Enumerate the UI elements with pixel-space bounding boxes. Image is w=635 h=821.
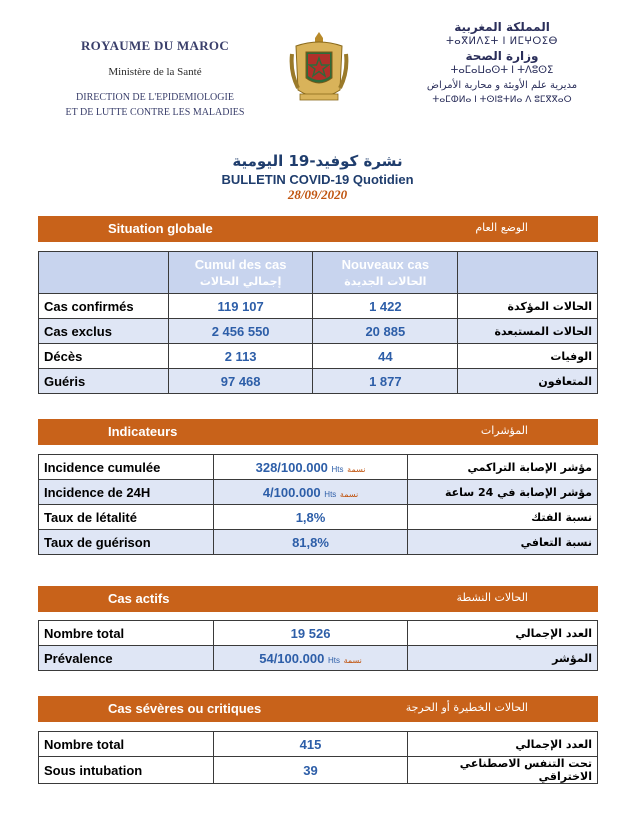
table-row: Incidence de 24H 4/100.000 Hts نسمة مؤشر الإصابة في 24 ساعة: [39, 480, 598, 505]
table-row: Sous intubation 39 تحت التنفس الاصطناعي الاختراقي: [39, 757, 598, 784]
actifs-title-fr: Cas actifs: [108, 591, 170, 606]
table-row: Décès 2 113 44 الوفيات: [39, 344, 598, 369]
title-arabic: نشرة كوفيد-19 اليومية: [232, 152, 403, 170]
col-cumul-header: Cumul des cas إجمالي الحالات: [168, 252, 313, 294]
table-row: Taux de létalité 1,8% نسبة الفتك: [39, 505, 598, 530]
actifs-table: [38, 620, 598, 671]
kingdom-ar: المملكة المغربية: [454, 20, 550, 34]
severes-band: [38, 696, 598, 722]
bulletin-date: 28/09/2020: [287, 187, 348, 202]
header-left: [40, 38, 270, 120]
ministry-tz: ⵜⴰⵎⴰⵡⴰⵙⵜ ⵏ ⵜⴷⵓⵙⵉ: [450, 65, 554, 76]
header-right: [407, 20, 597, 105]
indicateurs-band: [38, 419, 598, 445]
direction-tz: ⵜⴰⵎⵀⵍⴰ ⵏ ⵜⵙⵏⵓⵜⵍⴰ ⴷ ⵓⵎⴳⴳⴰⵔ: [432, 95, 572, 105]
indicateurs-title-ar: المؤشرات: [480, 424, 528, 437]
table-row: Nombre total 415 العدد الإجمالي: [39, 732, 598, 757]
ministry-fr: Ministère de la Santé: [108, 66, 202, 78]
kingdom-fr: ROYAUME DU MAROC: [80, 38, 230, 53]
table-row: Cas exclus 2 456 550 20 885 الحالات المستبعدة: [39, 319, 598, 344]
bulletin-titles: [0, 152, 635, 203]
indicateurs-table: [38, 454, 598, 555]
table-row: Cas confirmés 119 107 1 422 الحالات المؤكدة: [39, 294, 598, 319]
actifs-band: [38, 586, 598, 612]
situation-header-row: [39, 252, 598, 294]
indicateurs-title-fr: Indicateurs: [108, 424, 178, 439]
direction-ar: مديرية علم الأوبئة و محاربة الأمراض: [426, 80, 578, 91]
direction-fr-1: DIRECTION DE L'EPIDEMIOLOGIE: [76, 92, 234, 103]
kingdom-tz: ⵜⴰⴳⵍⴷⵉⵜ ⵏ ⵍⵎⵖⵔⵉⴱ: [446, 36, 558, 47]
table-row: Incidence cumulée 328/100.000 Hts نسمة مؤشر الإصابة التراكمي: [39, 455, 598, 480]
severes-title-fr: Cas sévères ou critiques: [108, 701, 262, 716]
col-new-header: Nouveaux cas الحالات الجديدة: [313, 252, 458, 294]
ministry-ar: وزارة الصحة: [465, 49, 539, 63]
situation-title-ar: الوضع العام: [475, 221, 528, 234]
table-row: Nombre total 19 526 العدد الإجمالي: [39, 621, 598, 646]
table-row: Guéris 97 468 1 877 المتعافون: [39, 369, 598, 394]
table-row: Prévalence 54/100.000 Hts نسمة المؤشر: [39, 646, 598, 671]
coat-of-arms-icon: [288, 28, 350, 108]
table-row: Taux de guérison 81,8% نسبة التعافي: [39, 530, 598, 555]
situation-band: [38, 216, 598, 242]
severes-title-ar: الحالات الخطيرة أو الحرجة: [405, 701, 528, 714]
situation-title-fr: Situation globale: [108, 221, 213, 236]
severes-table: [38, 731, 598, 784]
direction-fr-2: ET DE LUTTE CONTRE LES MALADIES: [65, 107, 245, 118]
title-french: BULLETIN COVID-19 Quotidien: [221, 172, 414, 187]
situation-table: [38, 251, 598, 394]
actifs-title-ar: الحالات النشطة: [456, 591, 528, 604]
